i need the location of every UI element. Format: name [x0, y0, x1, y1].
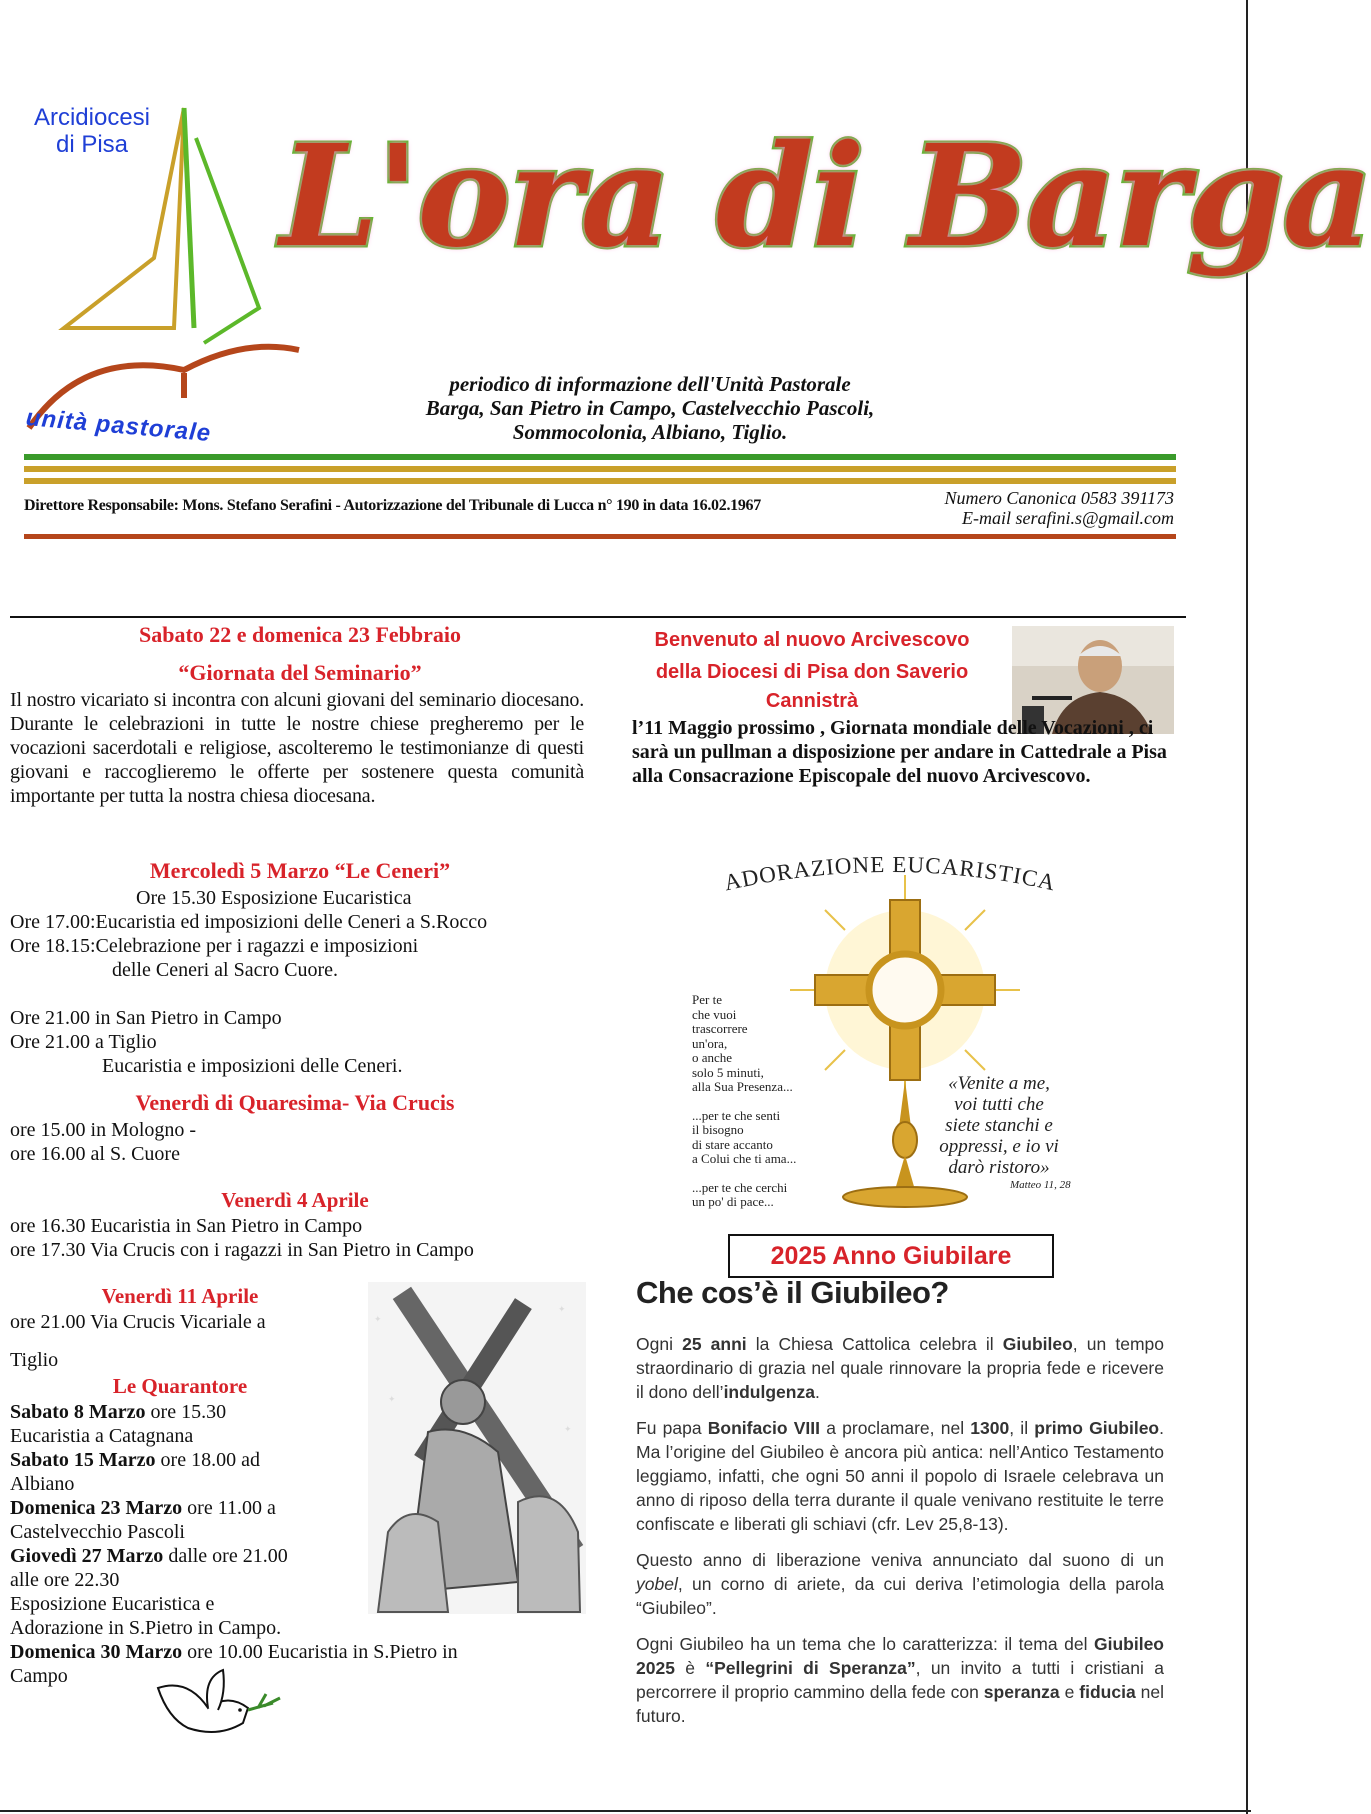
quarantore-item: Albiano	[10, 1473, 75, 1495]
svg-text:✦: ✦	[388, 1395, 396, 1405]
quarantore-item: Domenica 30 Marzo ore 10.00 Eucaristia in S.Pietro in	[10, 1641, 458, 1663]
svg-text:ADORAZIONE EUCARISTICA: ADORAZIONE EUCARISTICA	[721, 851, 1059, 896]
quarantore-item: Eucaristia a Catagnana	[10, 1425, 194, 1447]
ceneri-line: Eucaristia e imposizioni delle Ceneri.	[102, 1055, 403, 1077]
header-band-gold	[24, 478, 1176, 484]
seminario-title: “Giornata del Seminario”	[178, 660, 422, 685]
quarantore-section	[10, 1372, 610, 1688]
aprile4-title: Venerdì 4 Aprile	[221, 1188, 369, 1212]
jubilee-paragraph: Ogni 25 anni la Chiesa Cattolica celebra il Giubileo, un tempo straordinario di grazia nel quale rinnovare la propria fede e ricevere il dono dell’indulgenza.	[636, 1334, 1164, 1402]
subtitle	[360, 372, 940, 444]
adorazione-quote: «Venite a me, voi tutti che siete stanchi e oppressi, e io vi darò ristoro»	[939, 1073, 1059, 1178]
quaresima-section	[10, 1088, 610, 1166]
welcome-heading	[626, 624, 998, 714]
quarantore-item: Sabato 8 Marzo ore 15.30	[10, 1401, 227, 1423]
quarantore-item: Giovedì 27 Marzo dalle ore 21.00	[10, 1545, 288, 1567]
unita-pastorale-label: unità pastorale	[24, 404, 213, 448]
seminario-date: Sabato 22 e domenica 23 Febbraio	[138, 622, 462, 647]
svg-text:✦: ✦	[558, 1305, 566, 1315]
quarantore-item: Castelvecchio Pascoli	[10, 1521, 185, 1543]
aprile11-line: ore 21.00 Via Crucis Vicariale a	[10, 1311, 266, 1333]
quarantore-item: Campo	[10, 1665, 68, 1687]
quarantore-title: Le Quarantore	[112, 1374, 248, 1398]
jubilee-paragraph: Questo anno di liberazione veniva annunciato dal suono di un yobel, un corno di ariete, da cui deriva l’etimologia della parola “Giubileo”.	[636, 1550, 1164, 1618]
newspaper-title: L'ora di Barga	[280, 115, 1371, 279]
quaresima-line: ore 15.00 in Mologno -	[10, 1119, 197, 1141]
jubilee-paragraph: Ogni Giubileo ha un tema che lo caratterizza: il tema del Giubileo 2025 è “Pellegrini di Speranza”, un invito a tutti i cristiani a percorrere il proprio cammino della fede con speranza e fiducia nel futuro.	[636, 1634, 1164, 1726]
aprile4-section	[10, 1186, 610, 1262]
quaresima-title: Venerdì di Quaresima- Via Crucis	[135, 1090, 455, 1115]
svg-text:✦: ✦	[564, 1425, 572, 1435]
jubilee-heading: Che cos’è il Giubileo?	[636, 1275, 949, 1310]
aprile4-line: ore 17.30 Via Crucis con i ragazzi in San Pietro in Campo	[10, 1239, 474, 1261]
svg-text:✦: ✦	[374, 1315, 382, 1325]
jubilee-year-box: 2025 Anno Giubilare	[728, 1234, 1054, 1278]
header-band-rust	[24, 534, 1176, 539]
adorazione-reference: Matteo 11, 28	[1010, 1179, 1071, 1191]
ceneri-line: Ore 17.00:Eucaristia ed imposizioni delle Ceneri a S.Rocco	[10, 911, 488, 933]
ceneri-line: Ore 15.30 Esposizione Eucaristica	[136, 887, 412, 909]
ceneri-section	[10, 856, 610, 1078]
quaresima-line: ore 16.00 al S. Cuore	[10, 1143, 180, 1165]
phone: Numero Canonica 0583 391173	[944, 488, 1174, 508]
quarantore-item: Adorazione in S.Pietro in Campo.	[10, 1617, 282, 1639]
header-band-gold	[24, 466, 1176, 472]
email: E-mail serafini.s@gmail.com	[961, 508, 1174, 528]
welcome-line: Benvenuto al nuovo Arcivescovo	[654, 629, 970, 651]
arcidiocesi-label: Arcidiocesi di Pisa	[33, 104, 151, 158]
ceneri-line: Ore 21.00 in San Pietro in Campo	[10, 1007, 282, 1029]
director-line: Direttore Responsabile: Mons. Stefano Serafini - Autorizzazione del Tribunale di Lucca n° 190 in data 16.02.1967	[24, 497, 761, 514]
jubilee-paragraph: Fu papa Bonifacio VIII a proclamare, nel 1300, il primo Giubileo. Ma l’origine del Giubileo è ancora più antica: nell’Antico Testamento leggiamo, infatti, che ogni 50 anni il popolo di Israele celebrava un anno di riposo della terra durante il quale venivano restituite le terre confiscate e liberati gli schiavi (cfr. Lev 25,8-13).	[636, 1418, 1164, 1534]
subtitle-line: Sommocolonia, Albiano, Tiglio.	[512, 420, 788, 444]
jubilee-text	[636, 1332, 1164, 1740]
welcome-text: l’11 Maggio prossimo , Giornata mondiale delle Vocazioni , ci sarà un pullman a disposizione per andare in Cattedrale a Pisa alla Consacrazione Episcopale del nuovo Arcivescovo.	[632, 717, 1167, 787]
boat-logo-icon	[24, 98, 304, 428]
subtitle-line: Barga, San Pietro in Campo, Castelvecchio Pascoli,	[425, 396, 875, 420]
welcome-line: Cannistrà	[765, 690, 859, 712]
header-band-green	[24, 454, 1176, 460]
quarantore-item: Domenica 23 Marzo ore 11.00 a	[10, 1497, 276, 1519]
aprile4-line: ore 16.30 Eucaristia in San Pietro in Campo	[10, 1215, 363, 1237]
page-border-bottom	[0, 1810, 1251, 1812]
quarantore-item: Sabato 15 Marzo ore 18.00 ad	[10, 1449, 260, 1471]
aprile11-section	[10, 1282, 360, 1372]
subtitle-line: periodico di informazione dell'Unità Pastorale	[449, 372, 851, 396]
ceneri-line: delle Ceneri al Sacro Cuore.	[112, 959, 339, 981]
section-divider	[10, 616, 1186, 618]
aprile11-title: Venerdì 11 Aprile	[101, 1284, 259, 1308]
dove-icon	[148, 1668, 290, 1748]
adorazione-poster	[690, 845, 1090, 1215]
quarantore-item: Esposizione Eucaristica e	[10, 1593, 215, 1615]
quarantore-item: alle ore 22.30	[10, 1569, 120, 1591]
aprile11-line: Tiglio	[10, 1349, 59, 1371]
seminario-text: Il nostro vicariato si incontra con alcuni giovani del seminario diocesano. Durante le celebrazioni in tutte le nostre chiese pregheremo per le vocazioni sacerdotali e religiose, ascolteremo le testimonianze di questi giovani e raccoglieremo le offerte per sostenere questa comunità importante per tutta la nostra chiesa diocesana.	[10, 689, 584, 807]
ceneri-line: Ore 21.00 a Tiglio	[10, 1031, 157, 1053]
adorazione-invite: Per te che vuoi trascorrere un'ora, o anche solo 5 minuti, alla Sua Presenza... ...per te che senti il bisogno di stare accanto a Colui che ti ama... ...per te che cerchi un po' di pace...	[692, 992, 797, 1209]
ceneri-line: Ore 18.15:Celebrazione per i ragazzi e imposizioni	[10, 935, 419, 957]
ceneri-title: Mercoledì 5 Marzo “Le Ceneri”	[149, 858, 451, 883]
seminario-section	[10, 620, 610, 808]
welcome-line: della Diocesi di Pisa don Saverio	[655, 661, 969, 683]
contact-info	[830, 488, 1174, 528]
